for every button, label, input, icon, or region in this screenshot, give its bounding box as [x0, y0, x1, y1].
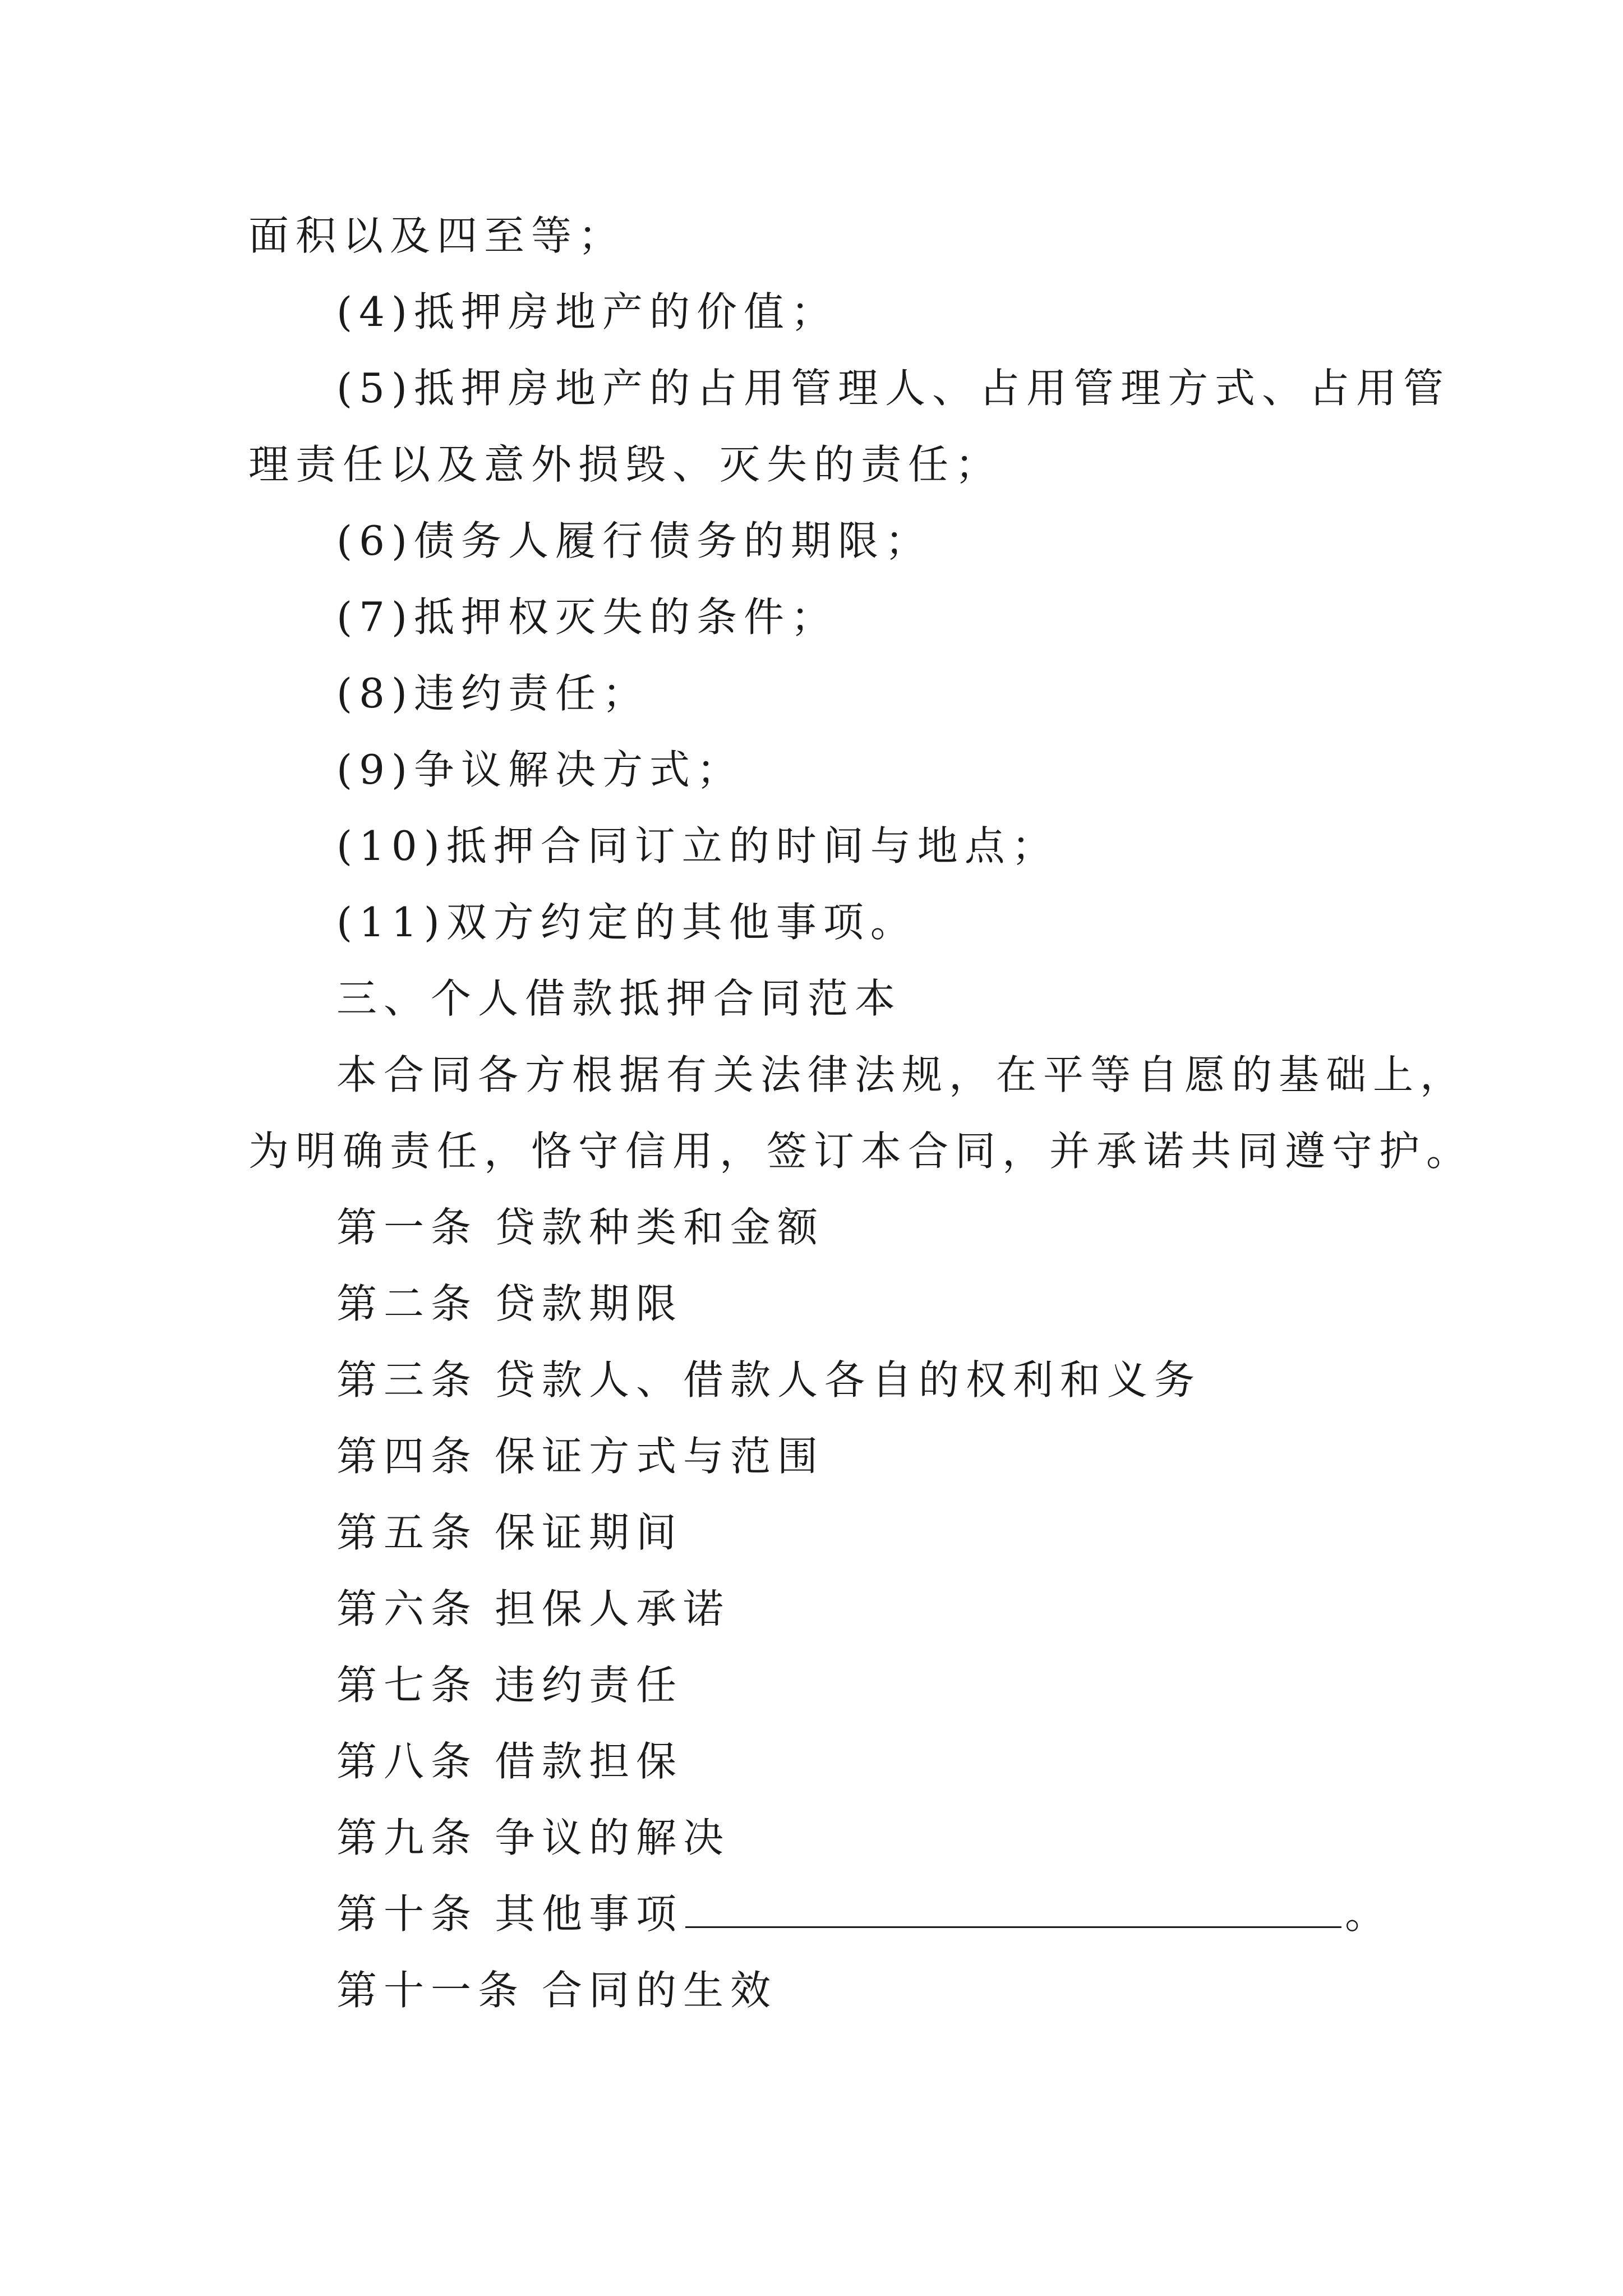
text-line: 理责任以及意外损毁、灭失的责任；	[248, 441, 1003, 488]
list-item: (11)双方约定的其他事项。	[336, 899, 917, 946]
article-heading	[336, 1353, 1201, 1407]
section-heading: 三、个人借款抵押合同范本	[336, 975, 902, 1022]
list-item: (9)争议解决方式；	[336, 746, 744, 793]
list-item: (7)抵押权灭失的条件；	[336, 593, 838, 641]
article-heading	[336, 1734, 683, 1788]
article-heading	[336, 1582, 730, 1636]
article-number: 第十一条	[336, 1967, 525, 2014]
article-title: 担保人承诺	[495, 1585, 731, 1632]
article-number: 第九条	[336, 1814, 478, 1861]
list-item: (5)抵押房地产的占用管理人、占用管理方式、占用管	[336, 365, 1450, 412]
text-line: 面积以及四至等；	[248, 212, 626, 259]
article-heading	[336, 1506, 683, 1559]
article-heading	[336, 1658, 683, 1712]
article-number: 第七条	[336, 1662, 478, 1709]
sentence-end: 。	[1345, 1890, 1393, 1938]
list-item: (8)违约责任；	[336, 670, 649, 717]
article-heading	[336, 1200, 824, 1254]
article-number: 第一条	[336, 1204, 478, 1251]
article-title: 保证期间	[495, 1509, 684, 1556]
paragraph-line: 为明确责任，恪守信用，签订本合同，并承诺共同遵守护。	[248, 1128, 1474, 1175]
article-heading	[336, 1277, 683, 1331]
list-item: (4)抵押房地产的价值；	[336, 288, 838, 335]
article-number: 第五条	[336, 1509, 478, 1556]
article-title: 贷款期限	[495, 1280, 684, 1327]
article-number: 第三条	[336, 1356, 478, 1404]
article-number: 第六条	[336, 1585, 478, 1632]
list-item: (6)债务人履行债务的期限；	[336, 517, 932, 564]
article-title: 其他事项	[495, 1890, 684, 1938]
article-title: 违约责任	[495, 1662, 684, 1709]
article-heading	[336, 1811, 730, 1865]
article-heading	[336, 1887, 1392, 1941]
article-title: 保证方式与范围	[495, 1433, 825, 1480]
article-heading	[336, 1963, 777, 2017]
article-title: 合同的生效	[542, 1967, 778, 2014]
article-title: 借款担保	[495, 1738, 684, 1785]
article-number: 第四条	[336, 1433, 478, 1480]
article-number: 第八条	[336, 1738, 478, 1785]
fill-in-blank[interactable]	[685, 1924, 1341, 1928]
article-title: 贷款种类和金额	[495, 1204, 825, 1251]
article-number: 第十条	[336, 1890, 478, 1938]
paragraph-line: 本合同各方根据有关法律法规，在平等自愿的基础上，	[336, 1051, 1468, 1098]
article-title: 贷款人、借款人各自的权利和义务	[495, 1356, 1202, 1404]
article-title: 争议的解决	[495, 1814, 731, 1861]
article-heading	[336, 1429, 824, 1483]
list-item: (10)抵押合同订立的时间与地点；	[336, 822, 1059, 869]
article-number: 第二条	[336, 1280, 478, 1327]
